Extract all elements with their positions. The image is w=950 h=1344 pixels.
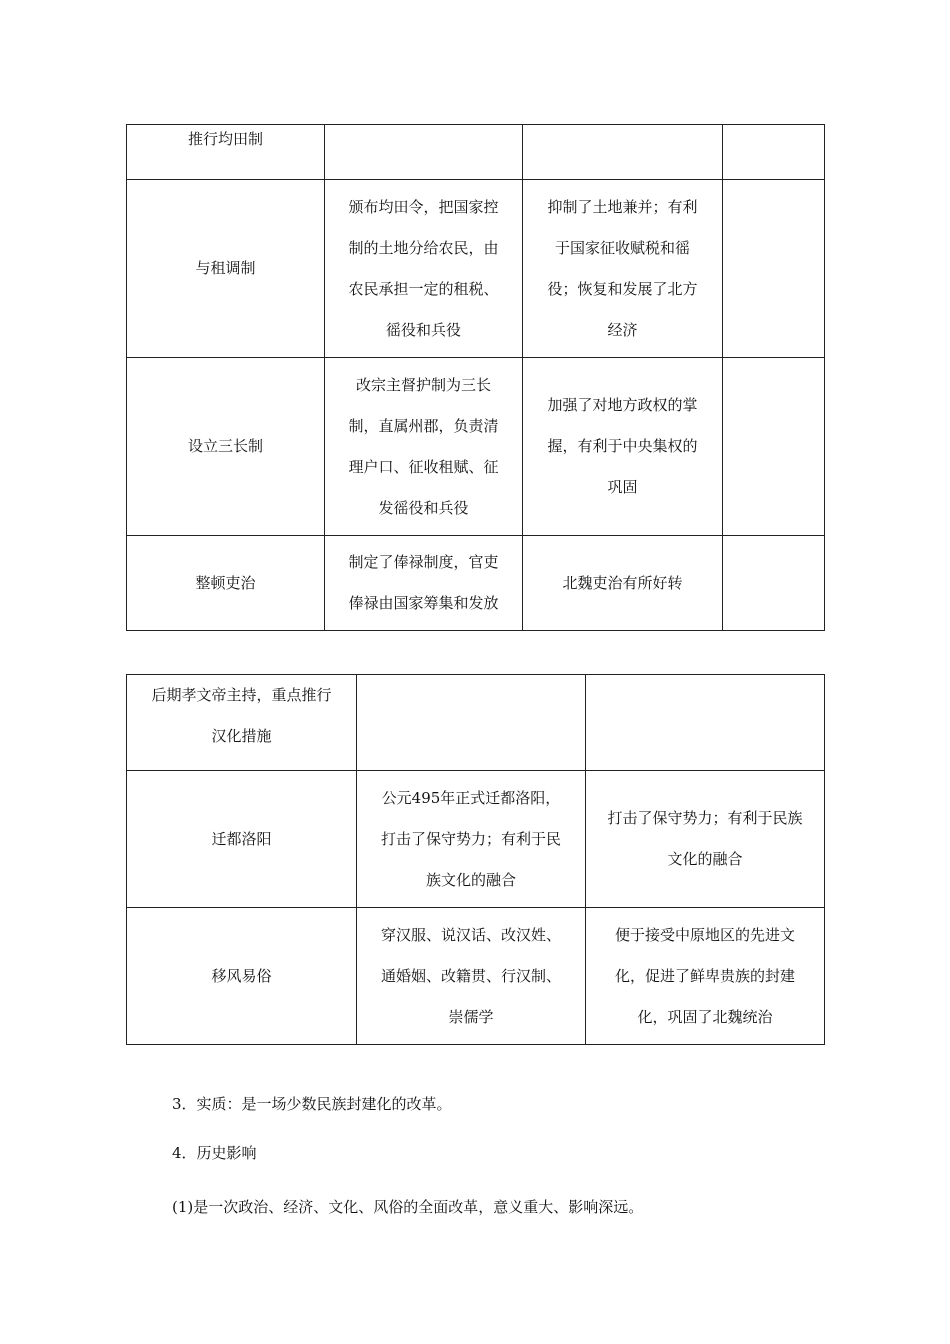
table-cell xyxy=(723,536,825,631)
reform-table-2 xyxy=(126,674,825,1045)
table-cell: 公元495年正式迁都洛阳， 打击了保守势力；有利于民 族文化的融合 xyxy=(357,771,586,908)
table-cell: 抑制了土地兼并；有利 于国家征收赋税和徭 役；恢复和发展了北方 经济 xyxy=(523,180,723,358)
table-row xyxy=(127,125,825,180)
table-row xyxy=(127,908,825,1045)
table-cell: 推行均田制 xyxy=(127,125,325,180)
table-row xyxy=(127,536,825,631)
table-cell: 与租调制 xyxy=(127,180,325,358)
table-row xyxy=(127,180,825,358)
table-cell: 加强了对地方政权的掌 握，有利于中央集权的 巩固 xyxy=(523,358,723,536)
table-cell: 改宗主督护制为三长 制，直属州郡，负责清 理户口、征收租赋、征 发徭役和兵役 xyxy=(325,358,523,536)
table-cell xyxy=(723,125,825,180)
paragraph-impact-1: (1)是一次政治、经济、文化、风俗的全面改革，意义重大、影响深远。 xyxy=(172,1198,644,1216)
table-cell: 颁布均田令，把国家控 制的土地分给农民，由 农民承担一定的租税、 徭役和兵役 xyxy=(325,180,523,358)
table-cell xyxy=(325,125,523,180)
table-cell: 北魏吏治有所好转 xyxy=(523,536,723,631)
table-row xyxy=(127,358,825,536)
table-cell: 便于接受中原地区的先进文 化，促进了鲜卑贵族的封建 化，巩固了北魏统治 xyxy=(586,908,825,1045)
paragraph-heading-impact: 4．历史影响 xyxy=(172,1144,257,1162)
table-row xyxy=(127,771,825,908)
table-cell: 穿汉服、说汉话、改汉姓、 通婚姻、改籍贯、行汉制、 崇儒学 xyxy=(357,908,586,1045)
table-row xyxy=(127,675,825,771)
table-cell: 设立三长制 xyxy=(127,358,325,536)
paragraph-essence: 3．实质：是一场少数民族封建化的改革。 xyxy=(172,1095,452,1113)
table-cell: 后期孝文帝主持，重点推行 汉化措施 xyxy=(127,675,357,771)
table-cell: 迁都洛阳 xyxy=(127,771,357,908)
table-cell xyxy=(586,675,825,771)
table-cell xyxy=(723,358,825,536)
table-cell xyxy=(357,675,586,771)
table-cell: 打击了保守势力；有利于民族 文化的融合 xyxy=(586,771,825,908)
table-cell: 移风易俗 xyxy=(127,908,357,1045)
table-cell: 制定了俸禄制度，官吏 俸禄由国家筹集和发放 xyxy=(325,536,523,631)
table-cell xyxy=(523,125,723,180)
table-cell xyxy=(723,180,825,358)
table-cell: 整顿吏治 xyxy=(127,536,325,631)
reform-table-1 xyxy=(126,124,825,631)
